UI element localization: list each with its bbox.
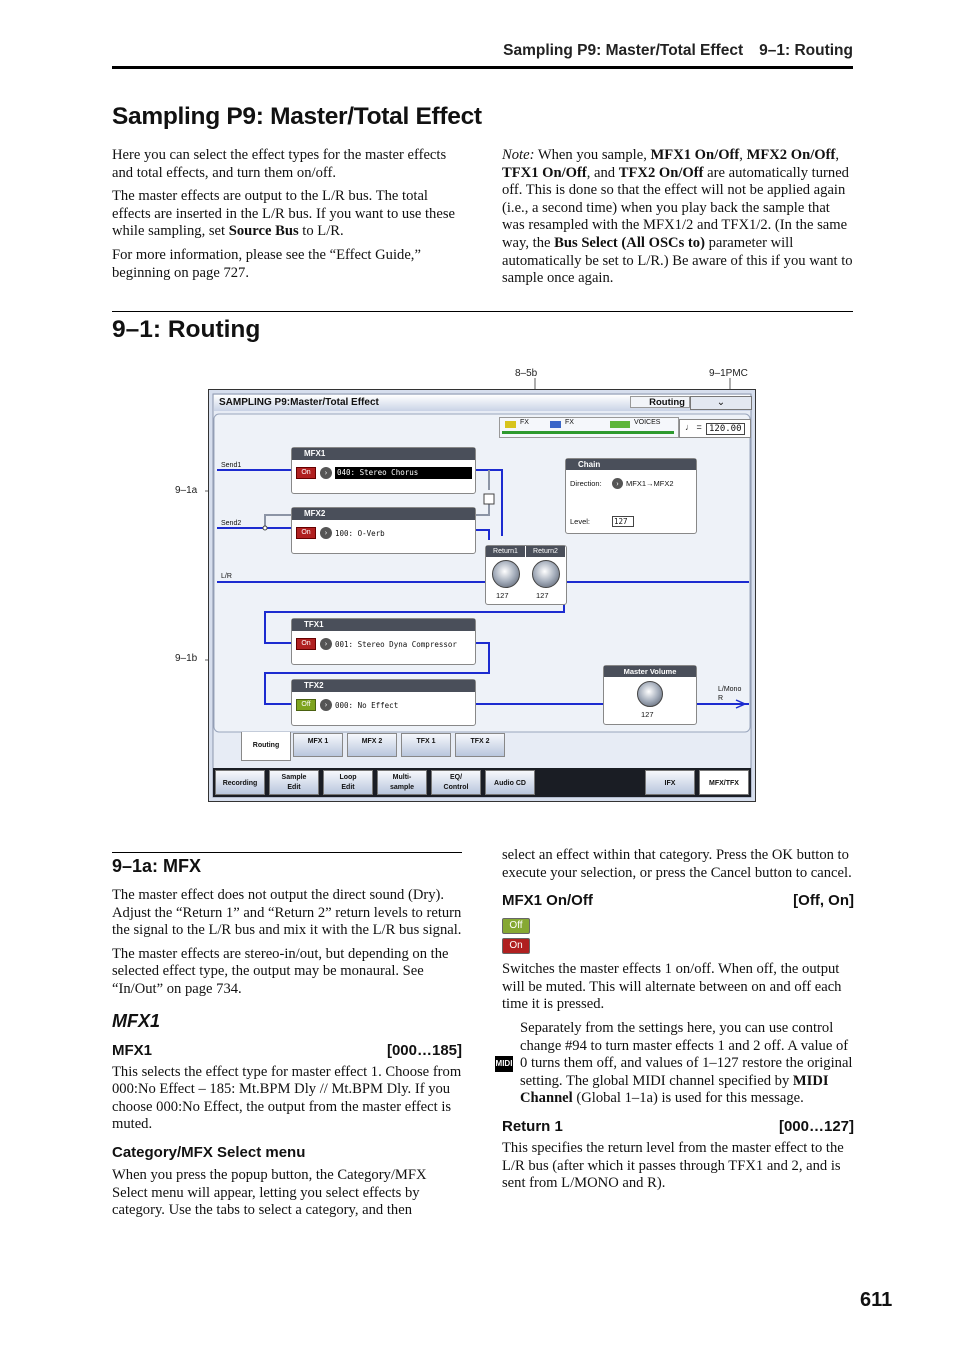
return2-label: Return2: [526, 546, 565, 557]
chain-title: Chain: [566, 459, 696, 470]
chain-level-label: Level:: [570, 517, 591, 526]
chevron-right-icon: ›: [324, 528, 328, 537]
param-return1: [502, 1118, 854, 1135]
on-button-sample: On: [502, 938, 530, 954]
mfx2-title: MFX2: [292, 508, 475, 520]
bus-label-send1: Send1: [221, 462, 242, 469]
note-b3: TFX1 On/Off: [502, 164, 587, 181]
off-button-sample-row: [502, 915, 854, 933]
note-t5: are automatically turned off. This is done so that the effect will not be applied again (i.e., a second time) when you play back the sample that was resampled with the MFX1/2 and TFX1/2. (In the same way, the: [502, 164, 849, 251]
master-volume-value: 127: [641, 710, 654, 719]
midi-note: [502, 1020, 854, 1108]
note-t2: ,: [739, 147, 747, 163]
intro-p2-bold: Source Bus: [228, 223, 299, 240]
midi-icon: MIDI: [495, 1056, 513, 1072]
note-b1: MFX1 On/Off: [650, 147, 740, 163]
subsection-right-column: [502, 847, 854, 1193]
off-button-sample: Off: [502, 918, 530, 934]
chain-direction-label: Direction:: [570, 479, 602, 488]
return1-label: Return1: [486, 546, 525, 557]
chevron-right-icon: ›: [324, 468, 328, 477]
category-menu-heading: Category/MFX Select menu: [112, 1143, 306, 1161]
bus-label-r: R: [718, 695, 724, 702]
param-return1-range: [000…127]: [778, 1117, 854, 1135]
callout-9-1b: 9–1b: [175, 653, 198, 664]
chain-direction-popup[interactable]: [612, 478, 623, 489]
note-t6: parameter will automatically be set to L/R.) Be aware of this if you want to sample once again.: [502, 234, 853, 287]
intro-paragraph-3: For more information, please see the “Effect Guide,” beginning on page 727.: [112, 246, 421, 281]
sampling-p9-screenshot: [208, 389, 756, 802]
master-volume-block: [603, 665, 697, 725]
tfx1-block: [291, 618, 476, 665]
note-label: Note:: [502, 147, 535, 163]
note-b4: TFX2 On/Off: [618, 164, 704, 181]
chain-block: [565, 458, 697, 534]
tfx1-on-off-button[interactable]: On: [296, 638, 316, 650]
on-button-sample-row: [502, 935, 854, 953]
return1-knob[interactable]: [492, 560, 520, 588]
mfx2-block: [291, 507, 476, 554]
running-header-subsection: 9–1: Routing: [759, 42, 853, 59]
intro-text: [112, 147, 462, 282]
page-tab-eq-control[interactable]: EQ/ Control: [431, 770, 481, 795]
page-tab-mfx-tfx[interactable]: MFX/TFX: [699, 770, 749, 795]
master-volume-knob[interactable]: [637, 681, 663, 707]
tfx2-block: [291, 679, 476, 726]
return2-knob[interactable]: [532, 560, 560, 588]
mfx2-popup-button[interactable]: [320, 527, 332, 539]
subsection-left-column: [112, 887, 462, 1220]
subsection-rule: [112, 852, 462, 853]
tab-mfx1[interactable]: MFX 1: [293, 733, 343, 757]
page-tab-audio-cd[interactable]: Audio CD: [485, 770, 535, 795]
mfx1-title: MFX1: [292, 448, 475, 460]
page-tab-multisample[interactable]: Multi-sample: [377, 770, 427, 795]
page-tab-ifx[interactable]: IFX: [645, 770, 695, 795]
page-title: Sampling P9: Master/Total Effect: [112, 103, 482, 130]
bus-label-lr: L/R: [221, 573, 232, 580]
master-volume-label: Master Volume: [604, 666, 696, 677]
chevron-right-icon: ›: [616, 479, 619, 488]
section-rule: [112, 311, 853, 312]
onoff-description: Switches the master effects 1 on/off. When off, the output will be muted. This will alternate between on and off each time it is pressed.: [502, 961, 842, 1013]
tfx1-popup-button[interactable]: [320, 638, 332, 650]
mfx1-heading: MFX1: [112, 1010, 161, 1031]
bus-label-send2: Send2: [221, 520, 242, 527]
note-text: [502, 147, 854, 288]
midi-note-text: Separately from the settings here, you can use control change #94 to turn master effects 1 and 2 off. A value of 0 turns them off, and values of 1–127 restore the original setting. The global MIDI channel specified by: [520, 1019, 853, 1089]
status-fx-label: FX: [520, 419, 529, 426]
param-mfx1-onoff: [502, 892, 854, 909]
param-mfx1-range: [000…185]: [386, 1041, 462, 1059]
header-rule: [112, 66, 853, 69]
note-b2: MFX2 On/Off: [746, 147, 836, 163]
bus-label-lmono: L/Mono: [718, 686, 742, 693]
chevron-right-icon: ›: [324, 639, 328, 648]
page-number: 611: [860, 1289, 893, 1311]
note-t3: ,: [835, 147, 840, 163]
tab-routing[interactable]: Routing: [241, 732, 291, 761]
note-b5: Bus Select (All OSCs to): [554, 234, 705, 251]
note-t4: , and: [586, 164, 619, 181]
note-t1: When you sample,: [534, 147, 651, 163]
running-header: [112, 42, 853, 60]
tfx2-effect-name[interactable]: 000: No Effect: [335, 701, 399, 710]
callout-9-1a: 9–1a: [175, 485, 198, 496]
tab-mfx2[interactable]: MFX 2: [347, 733, 397, 757]
param-mfx1-name: MFX1: [112, 1041, 153, 1059]
param-onoff-name: MFX1 On/Off: [502, 892, 593, 910]
status-voices-label: VOICES: [634, 419, 661, 426]
category-menu-description-cont: select an effect within that category. Press the OK button to execute your selection, or press the Cancel button to cancel.: [502, 847, 852, 881]
chain-level-value[interactable]: 127: [612, 516, 634, 527]
tfx2-popup-button[interactable]: [320, 699, 332, 711]
mfx1-block: [291, 447, 476, 494]
return1-value: 127: [496, 591, 509, 600]
midi-note-text-end: (Global 1–1a) is used for this message.: [572, 1090, 804, 1107]
page-tab-sample-edit[interactable]: Sample Edit: [269, 770, 319, 795]
tfx2-title: TFX2: [292, 680, 475, 692]
tempo-value: 120.00: [706, 423, 745, 435]
tab-tfx1[interactable]: TFX 1: [401, 733, 451, 757]
callout-8-5b: 8–5b: [515, 368, 538, 379]
note-paragraph: [502, 147, 854, 288]
tfx1-title: TFX1: [292, 619, 475, 631]
page-tab-loop-edit[interactable]: Loop Edit: [323, 770, 373, 795]
param-onoff-range: [Off, On]: [793, 892, 854, 910]
chevron-down-icon: ⌄: [716, 397, 726, 408]
intro-p2-text-end: to L/R.: [298, 223, 344, 240]
intro-paragraph-2: [112, 188, 462, 241]
intro-paragraph-1: Here you can select the effect types for the master effects and total effects, and turn them on/off.: [112, 147, 447, 181]
mfx2-effect-name[interactable]: 100: O-Verb: [335, 529, 385, 538]
tfx1-effect-name[interactable]: 001: Stereo Dyna Compressor: [335, 640, 457, 649]
tab-tfx2[interactable]: TFX 2: [455, 733, 505, 757]
status-fx2-label: FX: [565, 419, 574, 426]
mfx-paragraph-1: The master effect does not output the direct sound (Dry). Adjust the “Return 1” and “Return 2” return levels to return the signal to the L/R bus and mix it with the L/R bus signal.: [112, 887, 462, 939]
return-block: [485, 545, 567, 605]
category-menu-description: When you press the popup button, the Category/MFX Select menu will appear, letting you select effects by category. Use the tabs to select a category, and then: [112, 1166, 427, 1219]
page-menu-label: Routing: [630, 396, 690, 408]
midi-note-bold: MIDI Channel: [520, 1072, 829, 1107]
section-title: 9–1: Routing: [112, 316, 261, 343]
mfx1-effect-name[interactable]: 040: Stereo Chorus: [335, 467, 472, 479]
mfx-paragraph-2: The master effects are stereo-in/out, but depending on the selected effect type, the output may be monaural. See “In/Out” on page 734.: [112, 945, 449, 997]
tfx2-on-off-button[interactable]: Off: [296, 699, 316, 711]
chevron-right-icon: ›: [324, 700, 328, 709]
chain-direction-value[interactable]: MFX1→MFX2: [626, 479, 674, 488]
page-tab-recording[interactable]: Recording: [215, 770, 265, 795]
return1-description: This specifies the return level from the master effect to the L/R bus (after which it passes through TFX1 and 2, and is sent from L/MONO and R).: [502, 1139, 844, 1192]
screen-title: SAMPLING P9:Master/Total Effect: [219, 397, 379, 408]
mfx1-description: This selects the effect type for master effect 1. Choose from 000:No Effect – 185: Mt.BPM Dly // Mt.BPM Dly. If you choose 000:No Effect, the output from the master effect is muted.: [112, 1063, 462, 1133]
intro-p2-text: The master effects are output to the L/R bus. The total effects are inserted in the L/R bus. If you want to use these while sampling, set: [112, 188, 455, 240]
callout-9-1pmc: 9–1PMC: [709, 368, 748, 379]
subsection-title: 9–1a: MFX: [112, 856, 202, 876]
tempo-symbol: ♩ =: [685, 422, 702, 432]
mfx1-popup-button[interactable]: [320, 467, 332, 479]
mfx1-on-off-button[interactable]: On: [296, 467, 316, 479]
return2-value: 127: [536, 591, 549, 600]
running-header-section: Sampling P9: Master/Total Effect: [503, 42, 744, 59]
mfx2-on-off-button[interactable]: On: [296, 527, 316, 539]
param-return1-name: Return 1: [502, 1117, 563, 1135]
param-mfx1: [112, 1042, 462, 1059]
